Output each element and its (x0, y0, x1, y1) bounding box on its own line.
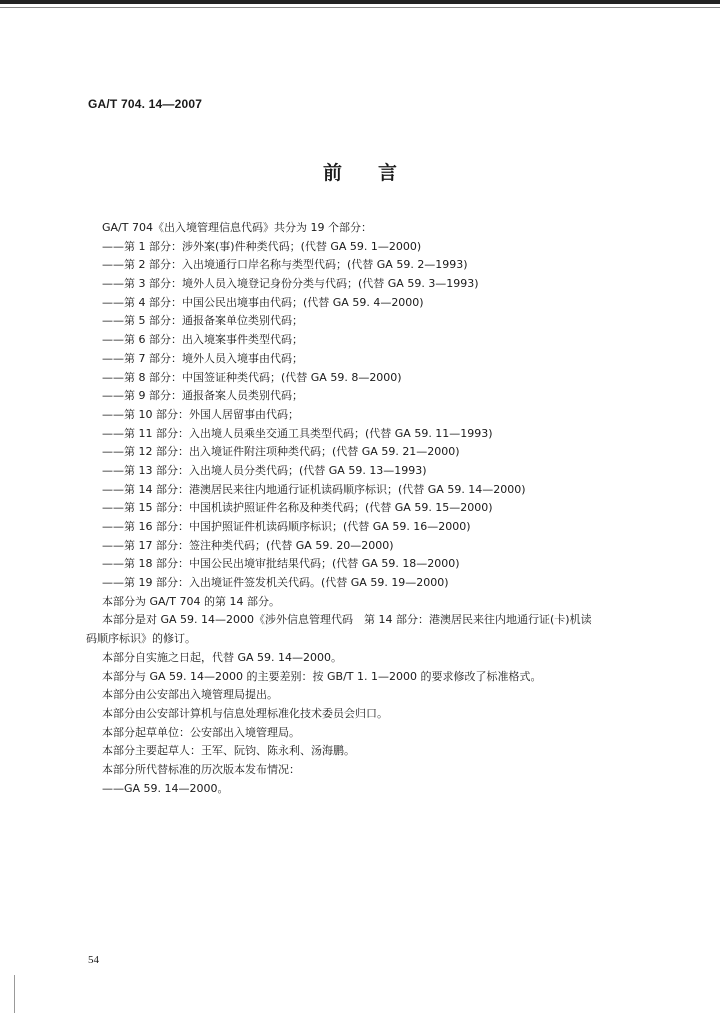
edge-mark (14, 975, 15, 1013)
list-item: ——GA 59. 14—2000。 (102, 781, 229, 795)
paragraph-line: 本部分为 GA/T 704 的第 14 部分。 (102, 594, 280, 608)
list-item: ——第 2 部分：入出境通行口岸名称与类型代码；(代替 GA 59. 2—1993) (102, 258, 468, 272)
page-title: 前言 (322, 162, 433, 184)
list-item: ——第 7 部分：境外人员入境事由代码； (102, 351, 303, 365)
page-number: 54 (88, 954, 99, 966)
top-rule (0, 0, 720, 4)
paragraph-line: 本部分主要起草人：王军、阮钧、陈永利、汤海鹏。 (102, 744, 355, 758)
list-item: ——第 12 部分：出入境证件附注项种类代码；(代替 GA 59. 21—2000) (102, 445, 460, 459)
paragraph-line: GA/T 704《出入境管理信息代码》共分为 19 个部分： (102, 221, 372, 234)
paragraph-line: 本部分由公安部出入境管理局提出。 (102, 688, 278, 702)
paragraph-line: 本部分是对 GA 59. 14—2000《涉外信息管理代码 第 14 部分：港澳居民来往内地通行证(卡)机读 (102, 613, 592, 627)
list-item: ——第 4 部分：中国公民出境事由代码；(代替 GA 59. 4—2000) (102, 295, 424, 309)
list-item: ——第 1 部分：涉外案(事)件种类代码；(代替 GA 59. 1—2000) (102, 239, 422, 253)
list-item: ——第 9 部分：通报备案人员类别代码； (102, 389, 303, 403)
list-item: ——第 8 部分：中国签证种类代码；(代替 GA 59. 8—2000) (102, 370, 402, 384)
list-item: ——第 3 部分：境外人员入境登记身份分类与代码；(代替 GA 59. 3—1993) (102, 277, 479, 291)
paragraph-line: 本部分自实施之日起，代替 GA 59. 14—2000。 (102, 650, 343, 664)
paragraph-line: 本部分与 GA 59. 14—2000 的主要差别：按 GB/T 1. 1—2000 的要求修改了标准格式。 (102, 669, 542, 683)
list-item: ——第 11 部分：入出境人员乘坐交通工具类型代码；(代替 GA 59. 11—1993) (102, 426, 493, 440)
list-item: ——第 14 部分：港澳居民来往内地通行证机读码顺序标识；(代替 GA 59. 14—2000) (102, 482, 526, 496)
list-item: ——第 13 部分：入出境人员分类代码；(代替 GA 59. 13—1993) (102, 463, 427, 477)
list-item: ——第 18 部分：中国公民出境审批结果代码；(代替 GA 59. 18—2000) (102, 557, 460, 571)
list-item: ——第 5 部分：通报备案单位类别代码； (102, 314, 303, 328)
list-item: ——第 19 部分：入出境证件签发机关代码。(代替 GA 59. 19—2000) (102, 576, 449, 590)
list-item: ——第 6 部分：出入境案事件类型代码； (102, 333, 303, 347)
document-code: GA/T 704. 14—2007 (88, 97, 203, 111)
paragraph-line: 本部分所代替标准的历次版本发布情况： (102, 762, 300, 776)
list-item: ——第 15 部分：中国机读护照证件名称及种类代码；(代替 GA 59. 15—2000) (102, 501, 493, 515)
list-item: ——第 16 部分：中国护照证件机读码顺序标识；(代替 GA 59. 16—2000) (102, 520, 471, 533)
body-text (88, 219, 648, 798)
list-item: ——第 17 部分：签注种类代码；(代替 GA 59. 20—2000) (102, 538, 394, 552)
list-item: ——第 10 部分：外国人居留事由代码； (102, 407, 299, 421)
paragraph-line: 本部分起草单位：公安部出入境管理局。 (102, 725, 300, 739)
paragraph-line: 本部分由公安部计算机与信息处理标准化技术委员会归口。 (102, 706, 388, 720)
top-rule-thin (0, 7, 720, 8)
paragraph-line: 码顺序标识》的修订。 (86, 632, 196, 646)
